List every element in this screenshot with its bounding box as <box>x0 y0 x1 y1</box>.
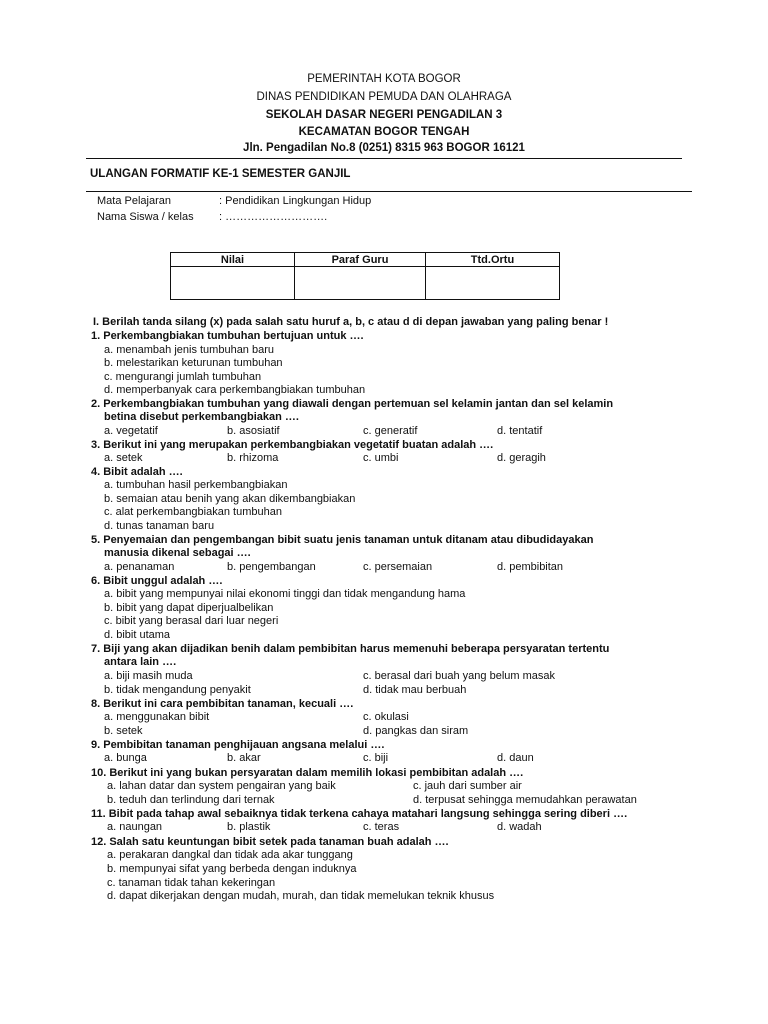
option-a[interactable]: a. menambah jenis tumbuhan baru <box>104 344 274 356</box>
option-c[interactable]: c. jauh dari sumber air <box>413 780 522 792</box>
option-d[interactable]: d. wadah <box>497 821 542 833</box>
option-b[interactable]: b. rhizoma <box>227 452 279 464</box>
option-c[interactable]: c. bibit yang berasal dari luar negeri <box>104 615 279 627</box>
option-b[interactable]: b. bibit yang dapat diperjualbelikan <box>104 602 274 614</box>
option-c[interactable]: c. tanaman tidak tahan kekeringan <box>107 877 276 889</box>
option-c[interactable]: c. teras <box>363 821 400 833</box>
option-d[interactable]: d. tentatif <box>497 425 543 437</box>
option-b[interactable]: b. plastik <box>227 821 271 833</box>
option-b[interactable]: b. semaian atau benih yang akan dikembangbiakan <box>104 493 356 505</box>
header-government: PEMERINTAH KOTA BOGOR <box>307 73 461 85</box>
grade-header-parent-signature: Ttd.Ortu <box>426 253 560 267</box>
header-address: Jln. Pengadilan No.8 (0251) 8315 963 BOGOR 16121 <box>243 142 525 154</box>
option-b[interactable]: b. mempunyai sifat yang berbeda dengan induknya <box>107 863 357 875</box>
option-d[interactable]: d. bibit utama <box>104 629 171 641</box>
option-b[interactable]: b. teduh dan terlindung dari ternak <box>107 794 275 806</box>
option-d[interactable]: d. terpusat sehingga memudahkan perawatan <box>413 794 637 806</box>
header-divider <box>86 158 682 159</box>
grade-header-score: Nilai <box>171 253 295 267</box>
option-d[interactable]: d. tidak mau berbuah <box>363 684 467 696</box>
header-department: DINAS PENDIDIKAN PEMUDA DAN OLAHRAGA <box>256 91 512 103</box>
student-name-label: Nama Siswa / kelas <box>97 211 194 223</box>
header-district: KECAMATAN BOGOR TENGAH <box>298 126 470 138</box>
question-text-continued: manusia dikenal sebagai …. <box>104 547 251 559</box>
option-d[interactable]: d. pangkas dan siram <box>363 725 469 737</box>
option-a[interactable]: a. penanaman <box>104 561 175 573</box>
subject-value: : Pendidikan Lingkungan Hidup <box>219 195 372 207</box>
option-b[interactable]: b. setek <box>104 725 143 737</box>
option-a[interactable]: a. naungan <box>107 821 163 833</box>
option-c[interactable]: c. persemaian <box>363 561 433 573</box>
question-text: 10. Berikut ini yang bukan persyaratan dalam memilih lokasi pembibitan adalah …. <box>91 767 524 779</box>
option-a[interactable]: a. menggunakan bibit <box>104 711 210 723</box>
option-c[interactable]: c. biji <box>363 752 389 764</box>
option-a[interactable]: a. biji masih muda <box>104 670 193 682</box>
option-b[interactable]: b. akar <box>227 752 261 764</box>
instruction: I. Berilah tanda silang (x) pada salah satu huruf a, b, c atau d di depan jawaban yang paling benar ! <box>93 316 609 328</box>
option-a[interactable]: a. perakaran dangkal dan tidak ada akar tunggang <box>107 849 353 861</box>
option-d[interactable]: d. dapat dikerjakan dengan mudah, murah, dan tidak memelukan teknik khusus <box>107 890 495 902</box>
option-a[interactable]: a. lahan datar dan system pengairan yang baik <box>107 780 336 792</box>
question-text-continued: antara lain …. <box>104 656 177 668</box>
option-a[interactable]: a. bibit yang mempunyai nilai ekonomi tinggi dan tidak mengandung hama <box>104 588 466 600</box>
option-c[interactable]: c. mengurangi jumlah tumbuhan <box>104 371 262 383</box>
question-text: 2. Perkembangbiakan tumbuhan yang diawali dengan pertemuan sel kelamin jantan dan sel kelamin <box>91 398 614 410</box>
question-text: 7. Biji yang akan dijadikan benih dalam pembibitan harus memenuhi beberapa persyaratan tertentu <box>91 643 610 655</box>
option-d[interactable]: d. memperbanyak cara perkembangbiakan tumbuhan <box>104 384 366 396</box>
option-a[interactable]: a. setek <box>104 452 143 464</box>
option-a[interactable]: a. bunga <box>104 752 147 764</box>
question-text: 4. Bibit adalah …. <box>91 466 183 478</box>
question-text: 1. Perkembangbiakan tumbuhan bertujuan untuk …. <box>91 330 364 342</box>
option-d[interactable]: d. pembibitan <box>497 561 564 573</box>
grade-cell-parent-signature[interactable] <box>426 267 560 300</box>
student-name-field[interactable]: : ………………………. <box>219 211 328 223</box>
exam-title: ULANGAN FORMATIF KE-1 SEMESTER GANJIL <box>90 168 351 180</box>
grade-cell-teacher-initials[interactable] <box>295 267 426 300</box>
question-text: 8. Berikut ini cara pembibitan tanaman, kecuali …. <box>91 698 354 710</box>
option-d[interactable]: d. tunas tanaman baru <box>104 520 215 532</box>
question-text: 6. Bibit unggul adalah …. <box>91 575 223 587</box>
question-text: 12. Salah satu keuntungan bibit setek pada tanaman buah adalah …. <box>91 836 449 848</box>
option-c[interactable]: c. alat perkembangbiakan tumbuhan <box>104 506 282 518</box>
grade-header-teacher-initials: Paraf Guru <box>295 253 426 267</box>
question-text: 9. Pembibitan tanaman penghijauan angsana melalui …. <box>91 739 385 751</box>
option-a[interactable]: a. tumbuhan hasil perkembangbiakan <box>104 479 288 491</box>
grade-cell-score[interactable] <box>171 267 295 300</box>
option-d[interactable]: d. geragih <box>497 452 546 464</box>
subject-label: Mata Pelajaran <box>97 195 171 207</box>
option-d[interactable]: d. daun <box>497 752 534 764</box>
option-b[interactable]: b. melestarikan keturunan tumbuhan <box>104 357 283 369</box>
question-text-continued: betina disebut perkembangbiakan …. <box>104 411 299 423</box>
option-c[interactable]: c. umbi <box>363 452 399 464</box>
title-divider <box>86 191 692 192</box>
option-a[interactable]: a. vegetatif <box>104 425 158 437</box>
question-text: 5. Penyemaian dan pengembangan bibit suatu jenis tanaman untuk ditanam atau dibudidayakan <box>91 534 594 546</box>
option-b[interactable]: b. tidak mengandung penyakit <box>104 684 251 696</box>
option-b[interactable]: b. asosiatif <box>227 425 280 437</box>
grade-table <box>170 252 560 300</box>
header-school: SEKOLAH DASAR NEGERI PENGADILAN 3 <box>265 109 503 121</box>
option-c[interactable]: c. berasal dari buah yang belum masak <box>363 670 555 682</box>
option-b[interactable]: b. pengembangan <box>227 561 316 573</box>
option-c[interactable]: c. generatif <box>363 425 418 437</box>
option-c[interactable]: c. okulasi <box>363 711 409 723</box>
question-text: 3. Berikut ini yang merupakan perkembangbiakan vegetatif buatan adalah …. <box>91 439 494 451</box>
question-text: 11. Bibit pada tahap awal sebaiknya tidak terkena cahaya matahari langsung sehingga sering diberi …. <box>91 808 628 820</box>
